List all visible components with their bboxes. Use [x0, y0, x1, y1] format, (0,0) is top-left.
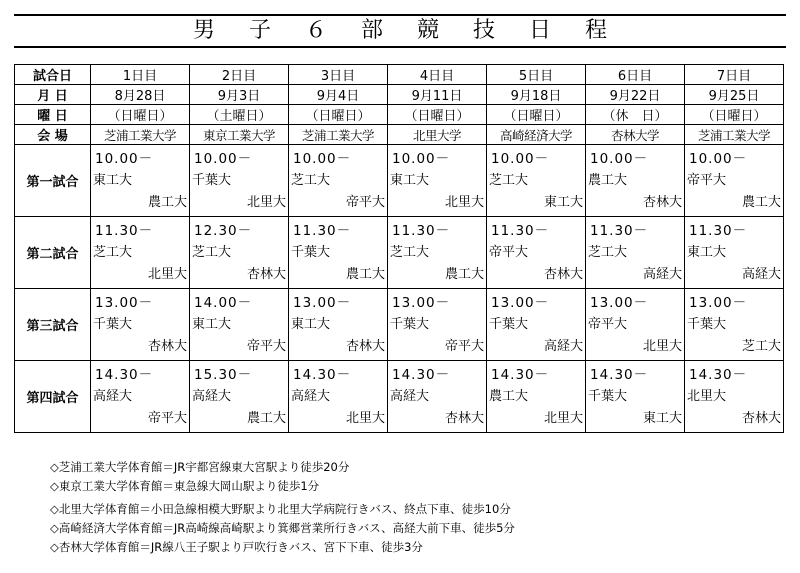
- venue-cell: 高崎経済大学: [487, 125, 586, 145]
- match-time: 14.00－: [194, 294, 253, 311]
- match-time: 14.30－: [689, 366, 748, 383]
- header-day: 試合日: [15, 65, 91, 85]
- team-a: 千葉大: [687, 316, 727, 332]
- header-date: 月 日: [15, 85, 91, 105]
- match-cell: [487, 361, 586, 433]
- day-cell: 2日目: [190, 65, 289, 85]
- match-time: 10.00－: [590, 150, 649, 167]
- note-item: ◇芝浦工業大学体育館＝JR宇都宮線東大宮駅より徒歩20分: [50, 460, 350, 474]
- team-b: 芝工大: [741, 338, 781, 354]
- date-cell: 9月18日: [487, 85, 586, 105]
- team-a: 芝工大: [93, 244, 133, 260]
- team-a: 千葉大: [588, 388, 628, 404]
- match-time: 10.00－: [392, 150, 451, 167]
- venue-cell: 芝浦工業大学: [289, 125, 388, 145]
- venue-cell: 芝浦工業大学: [685, 125, 784, 145]
- weekday-cell: （日曜日）: [91, 105, 190, 125]
- team-a: 芝工大: [291, 172, 331, 188]
- team-a: 芝工大: [390, 244, 430, 260]
- team-b: 帝平大: [147, 410, 187, 426]
- day-cell: 7日目: [685, 65, 784, 85]
- match-cell: [289, 145, 388, 217]
- weekday-cell: （土曜日）: [190, 105, 289, 125]
- team-a: 東工大: [390, 172, 430, 188]
- day-cell: 4日目: [388, 65, 487, 85]
- row-venue: [15, 125, 784, 145]
- match-time: 11.30－: [95, 222, 154, 239]
- team-b: 帝平大: [345, 194, 385, 210]
- team-b: 杏林大: [444, 410, 484, 426]
- weekday-cell: （日曜日）: [685, 105, 784, 125]
- row-date: [15, 85, 784, 105]
- weekday-cell: （日曜日）: [487, 105, 586, 125]
- team-b: 農工大: [741, 194, 781, 210]
- note-item: ◇北里大学体育館＝小田急線相模大野駅より北里大学病院行きバス、終点下車、徒歩10分: [50, 502, 511, 516]
- team-b: 東工大: [642, 410, 682, 426]
- team-a: 東工大: [192, 316, 232, 332]
- match-cell: [289, 361, 388, 433]
- day-cell: 6日目: [586, 65, 685, 85]
- team-b: 北里大: [246, 194, 286, 210]
- team-b: 杏林大: [543, 266, 583, 282]
- date-cell: 9月11日: [388, 85, 487, 105]
- match-time: 13.00－: [293, 294, 352, 311]
- match-label: 第三試合: [15, 289, 91, 361]
- match-cell: [388, 145, 487, 217]
- match-time: 11.30－: [590, 222, 649, 239]
- header-weekday: 曜 日: [15, 105, 91, 125]
- match-time: 14.30－: [491, 366, 550, 383]
- match-time: 11.30－: [491, 222, 550, 239]
- team-b: 北里大: [345, 410, 385, 426]
- match-cell: [586, 217, 685, 289]
- team-b: 高経大: [741, 266, 781, 282]
- team-b: 北里大: [543, 410, 583, 426]
- team-a: 農工大: [489, 388, 529, 404]
- header-venue: 会 場: [15, 125, 91, 145]
- team-a: 千葉大: [489, 316, 529, 332]
- match-time: 11.30－: [293, 222, 352, 239]
- note-item: ◇東京工業大学体育館＝東急線大岡山駅より徒歩1分: [50, 479, 320, 493]
- match-cell: [190, 289, 289, 361]
- team-b: 帝平大: [444, 338, 484, 354]
- match-cell: [388, 217, 487, 289]
- team-b: 杏林大: [741, 410, 781, 426]
- venue-cell: 東京工業大学: [190, 125, 289, 145]
- match-cell: [685, 217, 784, 289]
- match-cell: [91, 289, 190, 361]
- match-cell: [586, 145, 685, 217]
- match-label: 第二試合: [15, 217, 91, 289]
- schedule-table: [14, 64, 784, 433]
- row-day: [15, 65, 784, 85]
- date-cell: 9月3日: [190, 85, 289, 105]
- note-item: ◇高崎経済大学体育館＝JR高崎線高崎駅より箕郷営業所行きバス、高経大前下車、徒歩5分: [50, 521, 515, 535]
- team-b: 北里大: [642, 338, 682, 354]
- match-time: 10.00－: [293, 150, 352, 167]
- team-b: 杏林大: [246, 266, 286, 282]
- match-cell: [190, 145, 289, 217]
- day-cell: 1日目: [91, 65, 190, 85]
- match-time: 13.00－: [95, 294, 154, 311]
- match-cell: [586, 361, 685, 433]
- team-b: 農工大: [345, 266, 385, 282]
- team-a: 東工大: [687, 244, 727, 260]
- team-b: 杏林大: [642, 194, 682, 210]
- team-a: 東工大: [93, 172, 133, 188]
- match-time: 14.30－: [392, 366, 451, 383]
- team-b: 杏林大: [345, 338, 385, 354]
- page-title: 男子６部競技日程: [192, 18, 641, 43]
- match-cell: [487, 289, 586, 361]
- weekday-cell: （休 日）: [586, 105, 685, 125]
- team-a: 千葉大: [291, 244, 331, 260]
- match-cell: [190, 217, 289, 289]
- note-item: ◇杏林大学体育館＝JR線八王子駅より戸吹行きバス、宮下下車、徒歩3分: [50, 540, 423, 554]
- team-a: 農工大: [588, 172, 628, 188]
- team-a: 千葉大: [93, 316, 133, 332]
- team-b: 農工大: [444, 266, 484, 282]
- match-time: 11.30－: [689, 222, 748, 239]
- match-row: [15, 145, 784, 217]
- title-rule-bottom: [14, 46, 786, 48]
- match-cell: [388, 289, 487, 361]
- match-time: 10.00－: [689, 150, 748, 167]
- match-cell: [487, 145, 586, 217]
- match-label: 第一試合: [15, 145, 91, 217]
- date-cell: 9月4日: [289, 85, 388, 105]
- venue-cell: 北里大学: [388, 125, 487, 145]
- match-time: 14.30－: [95, 366, 154, 383]
- venue-cell: 杏林大学: [586, 125, 685, 145]
- team-b: 杏林大: [147, 338, 187, 354]
- match-time: 10.00－: [491, 150, 550, 167]
- match-row: [15, 361, 784, 433]
- match-cell: [586, 289, 685, 361]
- match-time: 12.30－: [194, 222, 253, 239]
- venue-cell: 芝浦工業大学: [91, 125, 190, 145]
- match-cell: [388, 361, 487, 433]
- venue-notes: [50, 458, 790, 557]
- team-a: 高経大: [291, 388, 331, 404]
- match-time: 10.00－: [194, 150, 253, 167]
- date-cell: 9月22日: [586, 85, 685, 105]
- date-cell: 9月25日: [685, 85, 784, 105]
- match-cell: [685, 145, 784, 217]
- match-cell: [91, 145, 190, 217]
- team-b: 高経大: [642, 266, 682, 282]
- match-cell: [91, 361, 190, 433]
- match-time: 10.00－: [95, 150, 154, 167]
- match-cell: [487, 217, 586, 289]
- match-time: 14.30－: [590, 366, 649, 383]
- match-cell: [91, 217, 190, 289]
- match-row: [15, 217, 784, 289]
- day-cell: 3日目: [289, 65, 388, 85]
- match-rows: [15, 145, 784, 433]
- team-a: 高経大: [390, 388, 430, 404]
- team-b: 東工大: [543, 194, 583, 210]
- team-b: 帝平大: [246, 338, 286, 354]
- weekday-cell: （日曜日）: [289, 105, 388, 125]
- team-a: 北里大: [687, 388, 727, 404]
- match-cell: [190, 361, 289, 433]
- team-a: 千葉大: [192, 172, 232, 188]
- match-cell: [289, 217, 388, 289]
- match-time: 11.30－: [392, 222, 451, 239]
- match-row: [15, 289, 784, 361]
- team-a: 高経大: [192, 388, 232, 404]
- weekday-cell: （日曜日）: [388, 105, 487, 125]
- match-time: 14.30－: [293, 366, 352, 383]
- match-time: 13.00－: [590, 294, 649, 311]
- team-a: 高経大: [93, 388, 133, 404]
- team-a: 芝工大: [192, 244, 232, 260]
- day-cell: 5日目: [487, 65, 586, 85]
- team-a: 帝平大: [588, 316, 628, 332]
- match-cell: [289, 289, 388, 361]
- team-b: 農工大: [246, 410, 286, 426]
- match-time: 13.00－: [392, 294, 451, 311]
- match-cell: [685, 361, 784, 433]
- match-time: 13.00－: [689, 294, 748, 311]
- team-a: 千葉大: [390, 316, 430, 332]
- match-label: 第四試合: [15, 361, 91, 433]
- team-b: 北里大: [147, 266, 187, 282]
- team-b: 北里大: [444, 194, 484, 210]
- row-weekday: [15, 105, 784, 125]
- date-cell: 8月28日: [91, 85, 190, 105]
- team-a: 帝平大: [687, 172, 727, 188]
- team-b: 高経大: [543, 338, 583, 354]
- team-a: 芝工大: [489, 172, 529, 188]
- match-time: 15.30－: [194, 366, 253, 383]
- team-a: 東工大: [291, 316, 331, 332]
- team-a: 帝平大: [489, 244, 529, 260]
- team-b: 農工大: [147, 194, 187, 210]
- match-time: 13.00－: [491, 294, 550, 311]
- match-cell: [685, 289, 784, 361]
- team-a: 芝工大: [588, 244, 628, 260]
